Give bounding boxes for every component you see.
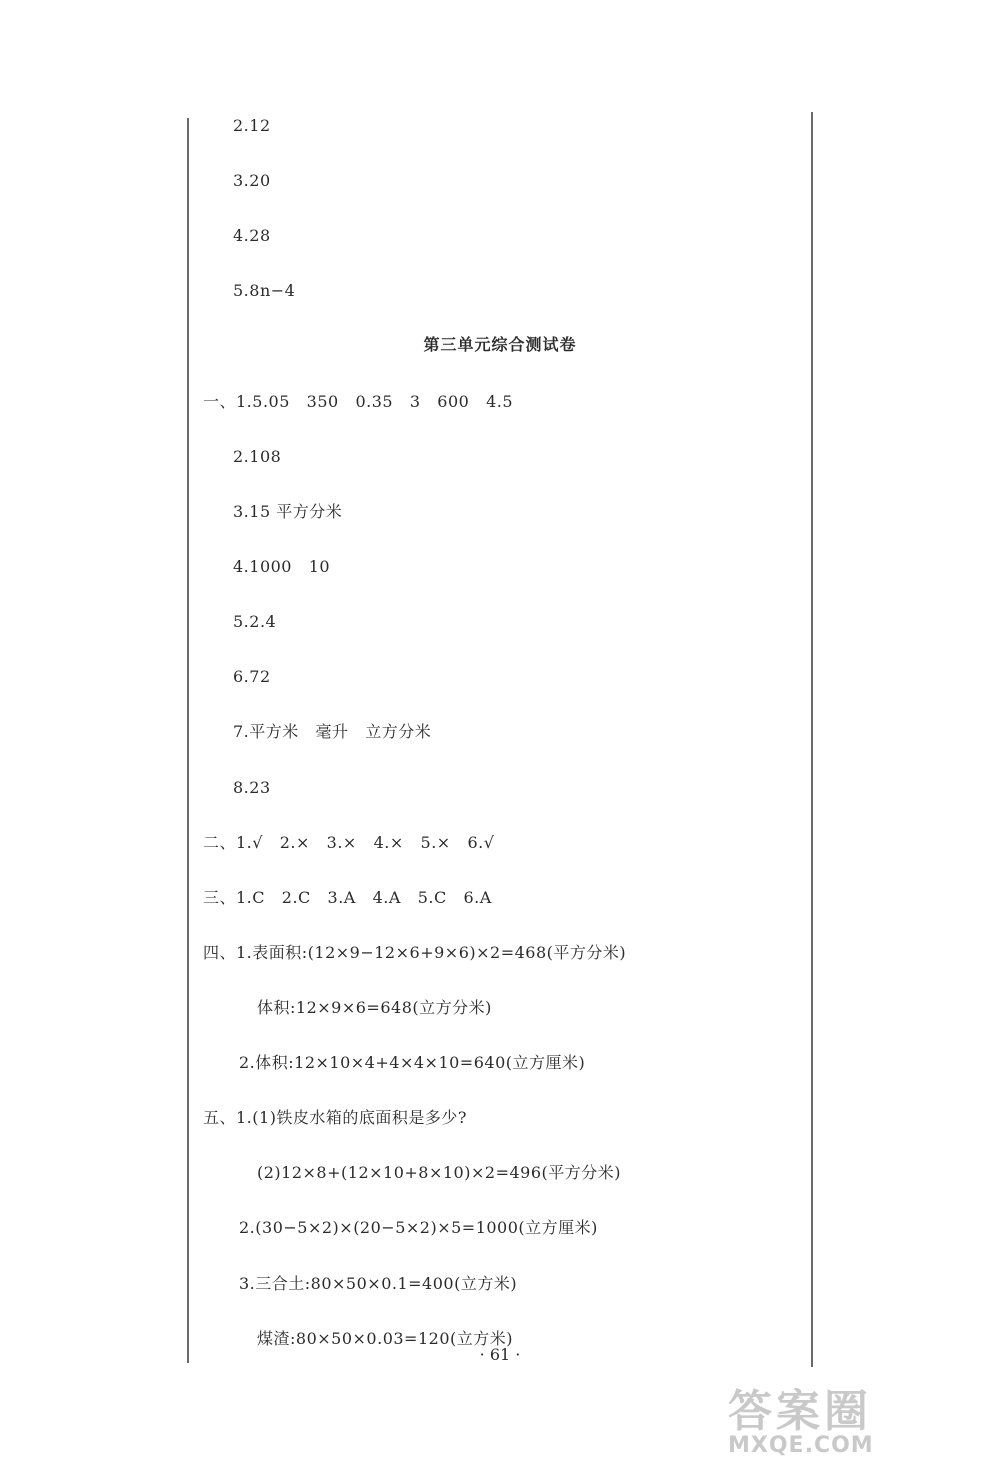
answer-line: 一、1.5.05 350 0.35 3 600 4.5 [203,392,514,411]
answer-line: 2.(30−5×2)×(20−5×2)×5=1000(立方厘米) [239,1218,598,1237]
answer-line: 8.23 [233,778,271,797]
page-number: · 61 · [479,1345,521,1364]
answer-line: 3.15 平方分米 [233,502,343,521]
answer-line: 四、1.表面积:(12×9−12×6+9×6)×2=468(平方分米) [203,943,627,962]
answer-line: 3.三合土:80×50×0.1=400(立方米) [239,1274,518,1293]
answer-line: 2.108 [233,447,282,466]
answer-line: 体积:12×9×6=648(立方分米) [257,998,492,1017]
answer-line: 2.12 [233,116,271,135]
section-title: 第三单元综合测试卷 [423,335,577,354]
answer-line: 6.72 [233,667,271,686]
answer-line: 3.20 [233,171,271,190]
answer-line: 三、1.C 2.C 3.A 4.A 5.C 6.A [203,888,492,907]
answer-line: 4.1000 10 [233,557,331,576]
watermark-url: MXQE.COM [728,1433,874,1458]
answer-line: 2.体积:12×10×4+4×4×10=640(立方厘米) [239,1053,586,1072]
right-margin-rule [811,112,813,1367]
answer-line: 7.平方米 毫升 立方分米 [233,722,432,741]
watermark-logo [728,1375,993,1465]
answer-line: (2)12×8+(12×10+8×10)×2=496(平方分米) [257,1163,621,1182]
answer-line: 煤渣:80×50×0.03=120(立方米) [257,1329,513,1348]
left-margin-rule [187,118,189,1363]
watermark-text: 答案圈 [728,1386,872,1437]
answer-line: 4.28 [233,226,271,245]
answer-line: 5.8n−4 [233,281,296,300]
answer-line: 二、1.√ 2.× 3.× 4.× 5.× 6.√ [203,833,495,852]
answer-line: 五、1.(1)铁皮水箱的底面积是多少? [203,1108,468,1127]
answer-line: 5.2.4 [233,612,277,631]
